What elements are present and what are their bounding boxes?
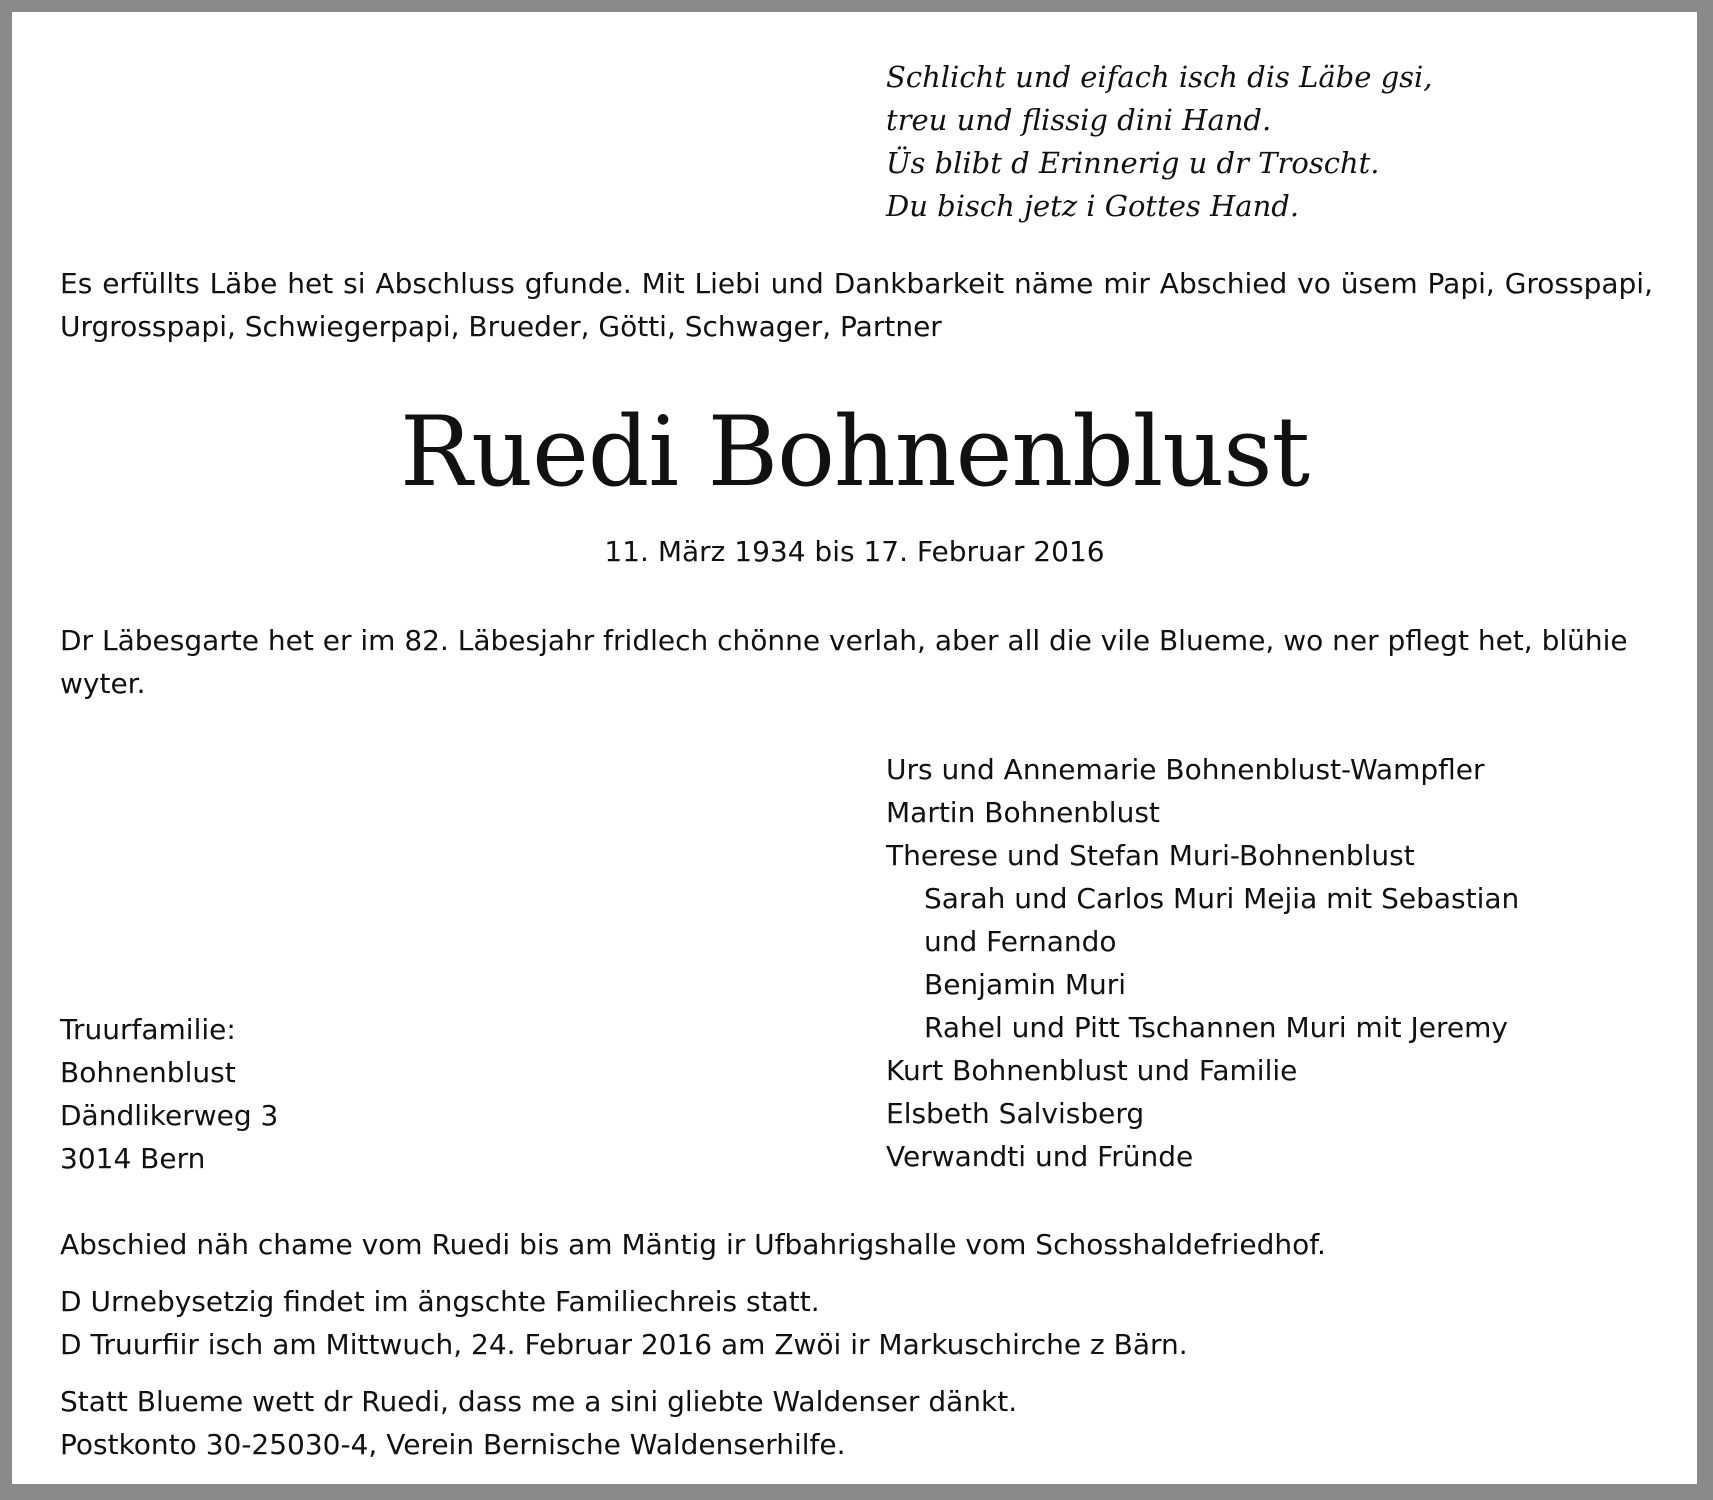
- mourner-entry: Therese und Stefan Muri-Bohnenblust: [886, 839, 1415, 872]
- mourner-entry-grandchild: Sarah und Carlos Muri Mejia mit Sebastian: [924, 882, 1520, 915]
- postal-account-note: Postkonto 30-25030-4, Verein Bernische Waldenserhilfe.: [60, 1428, 846, 1461]
- intro-paragraph: Es erfüllts Läbe het si Abschluss gfunde. Mit Liebi und Dankbarkeit näme mir Abschied vo üsem Papi, Grosspapi, Urgrosspapi, Schwiegerpapi, Brueder, Götti, Schwager, Partner: [60, 267, 1653, 343]
- address-line: Truurfamilie:: [60, 1013, 236, 1046]
- mourner-entry: Verwandti und Fründe: [886, 1140, 1194, 1173]
- poem-line: Du bisch jetz i Gottes Hand.: [886, 189, 1300, 223]
- service-note: D Truurfiir isch am Mittwuch, 24. Februar 2016 am Zwöi ir Markuschirche z Bärn.: [60, 1328, 1188, 1361]
- mourner-entry: Kurt Bohnenblust und Familie: [886, 1054, 1298, 1087]
- mourner-entry: Urs und Annemarie Bohnenblust-Wampfler: [886, 753, 1485, 786]
- garden-paragraph: Dr Läbesgarte het er im 82. Läbesjahr fridlech chönne verlah, aber all die vile Blueme, wo ner pflegt het, blühie wyter.: [60, 624, 1628, 700]
- poem-line: Schlicht und eifach isch dis Läbe gsi,: [886, 60, 1433, 94]
- deceased-name: Ruedi Bohnenblust: [399, 396, 1310, 508]
- viewing-note: Abschied näh chame vom Ruedi bis am Mäntig ir Ufbahrigshalle vom Schosshaldefriedhof.: [60, 1228, 1326, 1261]
- obituary-notice: [12, 12, 1697, 1484]
- family-address: [60, 1008, 278, 1180]
- funeral-notes: [60, 1223, 1653, 1466]
- poem: [886, 56, 1433, 228]
- address-line: Bohnenblust: [60, 1056, 236, 1089]
- address-line: 3014 Bern: [60, 1142, 206, 1175]
- urn-note: D Urnebysetzig findet im ängschte Familiechreis statt.: [60, 1285, 820, 1318]
- mourner-entry: Elsbeth Salvisberg: [886, 1097, 1145, 1130]
- mourner-entry-grandchild: Benjamin Muri: [924, 968, 1127, 1001]
- donation-note: Statt Blueme wett dr Ruedi, dass me a sini gliebte Waldenser dänkt.: [60, 1385, 1018, 1418]
- mourner-entry-grandchild: Rahel und Pitt Tschannen Muri mit Jeremy: [924, 1011, 1508, 1044]
- poem-line: Üs blibt d Erinnerig u dr Troscht.: [886, 146, 1380, 180]
- mourner-entry-grandchild: und Fernando: [924, 925, 1117, 958]
- mourner-entry: Martin Bohnenblust: [886, 796, 1160, 829]
- poem-line: treu und flissig dini Hand.: [886, 103, 1272, 137]
- address-line: Dändlikerweg 3: [60, 1099, 279, 1132]
- life-dates: 11. März 1934 bis 17. Februar 2016: [604, 535, 1105, 568]
- mourners-list: [886, 748, 1519, 1178]
